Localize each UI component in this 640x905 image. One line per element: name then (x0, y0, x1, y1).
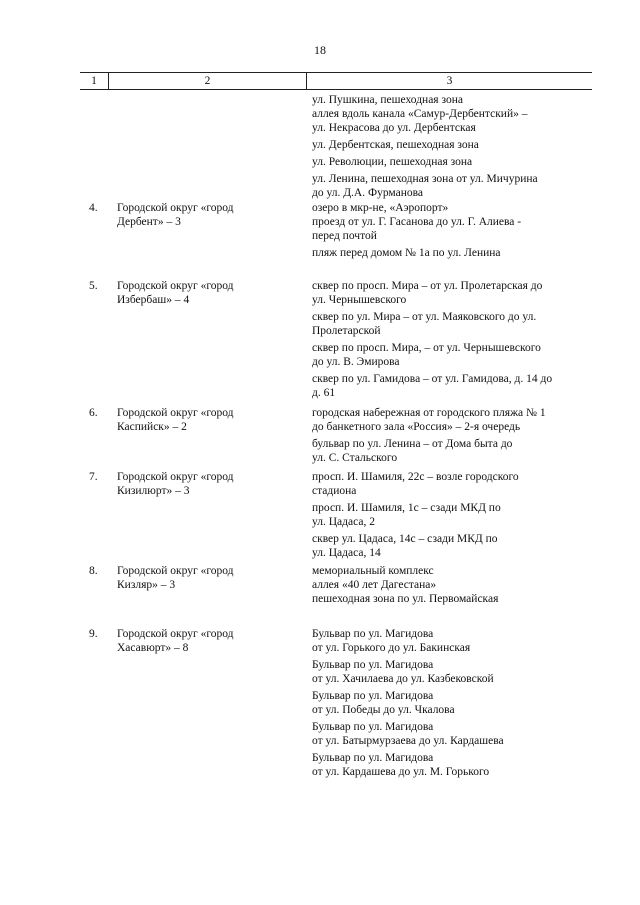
location-item: бульвар по ул. Ленина – от Дома быта до ул. С. Стальского (312, 438, 513, 464)
row-number (80, 93, 108, 201)
location-item: сквер по просп. Мира – от ул. Пролетарская до ул. Чернышевского (312, 280, 543, 306)
row-locations (306, 470, 592, 563)
header-col-1: 1 (91, 75, 97, 87)
location-item: Бульвар по ул. Магидова от ул. Батырмурзаева до ул. Кардашева (312, 721, 504, 747)
row-locations (306, 627, 592, 782)
location-item: озеро в мкр-не, «Аэропорт» проезд от ул. Г. Гасанова до ул. Г. Алиева - перед почтой (312, 202, 522, 242)
row-locations (306, 564, 592, 609)
row-locations (306, 279, 592, 403)
table-row (80, 279, 592, 403)
location-item: ул. Революции, пешеходная зона (312, 156, 473, 168)
row-municipality: Городской округ «город Каспийск» – 2 (117, 407, 234, 433)
location-item: ул. Дербентская, пешеходная зона (312, 139, 479, 151)
page-number: 18 (314, 43, 326, 57)
location-item: пляж перед домом № 1а по ул. Ленина (312, 247, 501, 259)
location-item: сквер по ул. Мира – от ул. Маяковского до ул. Пролетарской (312, 311, 537, 337)
row-municipality: Городской округ «город Кизилюрт» – 3 (117, 471, 234, 497)
header-col-3: 3 (306, 73, 592, 89)
row-municipality: Городской округ «город Хасавюрт» – 8 (117, 628, 234, 654)
location-item: просп. И. Шамиля, 22с – возле городского стадиона (312, 471, 519, 497)
location-item: Бульвар по ул. Магидова от ул. Кардашева до ул. М. Горького (312, 752, 490, 778)
table-row (80, 93, 592, 201)
row-number: 8. (89, 565, 98, 577)
row-municipality: Городской округ «город Кизляр» – 3 (117, 565, 234, 591)
location-item: ул. Пушкина, пешеходная зона аллея вдоль канала «Самур-Дербентский» – ул. Некрасова до ул. Дербентская (312, 94, 528, 134)
table-header (80, 72, 592, 90)
location-item: сквер ул. Цадаса, 14с – сзади МКД по ул. Цадаса, 14 (312, 533, 498, 559)
location-item: Бульвар по ул. Магидова от ул. Горького до ул. Бакинская (312, 628, 471, 654)
row-locations (306, 406, 592, 468)
row-municipality: Городской округ «город Дербент» – 3 (117, 202, 234, 228)
location-item: просп. И. Шамиля, 1с – сзади МКД по ул. Цадаса, 2 (312, 502, 501, 528)
row-number: 5. (89, 280, 98, 292)
table-row (80, 201, 592, 263)
row-number: 4. (89, 202, 98, 214)
header-col-2: 2 (108, 73, 306, 89)
row-number: 6. (89, 407, 98, 419)
row-municipality: Городской округ «город Избербаш» – 4 (117, 280, 234, 306)
row-locations (306, 201, 592, 263)
location-item: сквер по просп. Мира, – от ул. Чернышевского до ул. В. Эмирова (312, 342, 541, 368)
row-municipality (108, 93, 306, 201)
table-row (80, 470, 592, 563)
location-item: городская набережная от городского пляжа № 1 до банкетного зала «Россия» – 2-я очередь (312, 407, 546, 433)
location-item: мемориальный комплекс аллея «40 лет Дагестана» пешеходная зона по ул. Первомайская (312, 565, 499, 605)
location-item: Бульвар по ул. Магидова от ул. Победы до ул. Чкалова (312, 690, 455, 716)
regions-table (80, 72, 592, 782)
row-locations (306, 93, 592, 201)
location-item: сквер по ул. Гамидова – от ул. Гамидова, д. 14 до д. 61 (312, 373, 553, 399)
row-number: 9. (89, 628, 98, 640)
row-number: 7. (89, 471, 98, 483)
table-row (80, 564, 592, 609)
table-row (80, 627, 592, 782)
table-row (80, 406, 592, 468)
location-item: Бульвар по ул. Магидова от ул. Хачилаева до ул. Казбековской (312, 659, 494, 685)
location-item: ул. Ленина, пешеходная зона от ул. Мичурина до ул. Д.А. Фурманова (312, 173, 538, 199)
